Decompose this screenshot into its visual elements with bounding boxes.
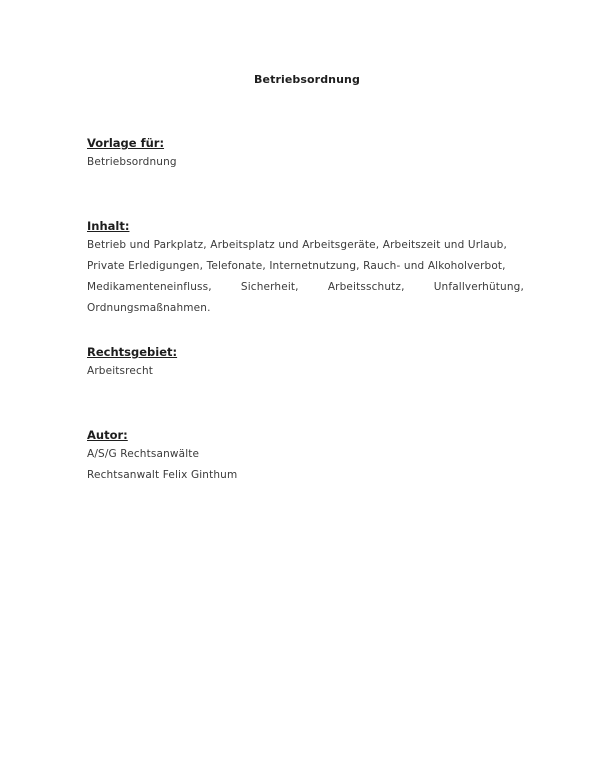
section-inhalt [87, 217, 524, 319]
section-heading-rechtsgebiet: Rechtsgebiet: [87, 345, 178, 359]
section-vorlage [87, 134, 524, 173]
inhalt-line-3-word: Unfallverhütung, [433, 281, 524, 293]
inhalt-line-3-word: Sicherheit, [240, 281, 299, 293]
section-heading-autor: Autor: [87, 428, 128, 442]
inhalt-line-4: Ordnungsmaßnahmen. [87, 302, 211, 314]
section-heading-vorlage: Vorlage für: [87, 136, 165, 150]
rechtsgebiet-text: Arbeitsrecht [87, 365, 154, 377]
document-title: Betriebsordnung [254, 73, 360, 86]
inhalt-line-3 [87, 277, 524, 298]
autor-line-2: Rechtsanwalt Felix Ginthum [87, 469, 238, 481]
inhalt-line-1: Betrieb und Parkplatz, Arbeitsplatz und Arbeitsgeräte, Arbeitszeit und Urlaub, [87, 239, 507, 251]
vorlage-text: Betriebsordnung [87, 156, 177, 168]
autor-line-1: A/S/G Rechtsanwälte [87, 448, 200, 460]
section-rechtsgebiet [87, 343, 524, 382]
section-heading-inhalt: Inhalt: [87, 219, 130, 233]
inhalt-line-3-word: Arbeitsschutz, [327, 281, 405, 293]
section-autor [87, 426, 524, 486]
inhalt-line-2: Private Erledigungen, Telefonate, Internetnutzung, Rauch- und Alkoholverbot, [87, 260, 506, 272]
inhalt-line-3-word: Medikamenteneinfluss, [87, 281, 212, 293]
